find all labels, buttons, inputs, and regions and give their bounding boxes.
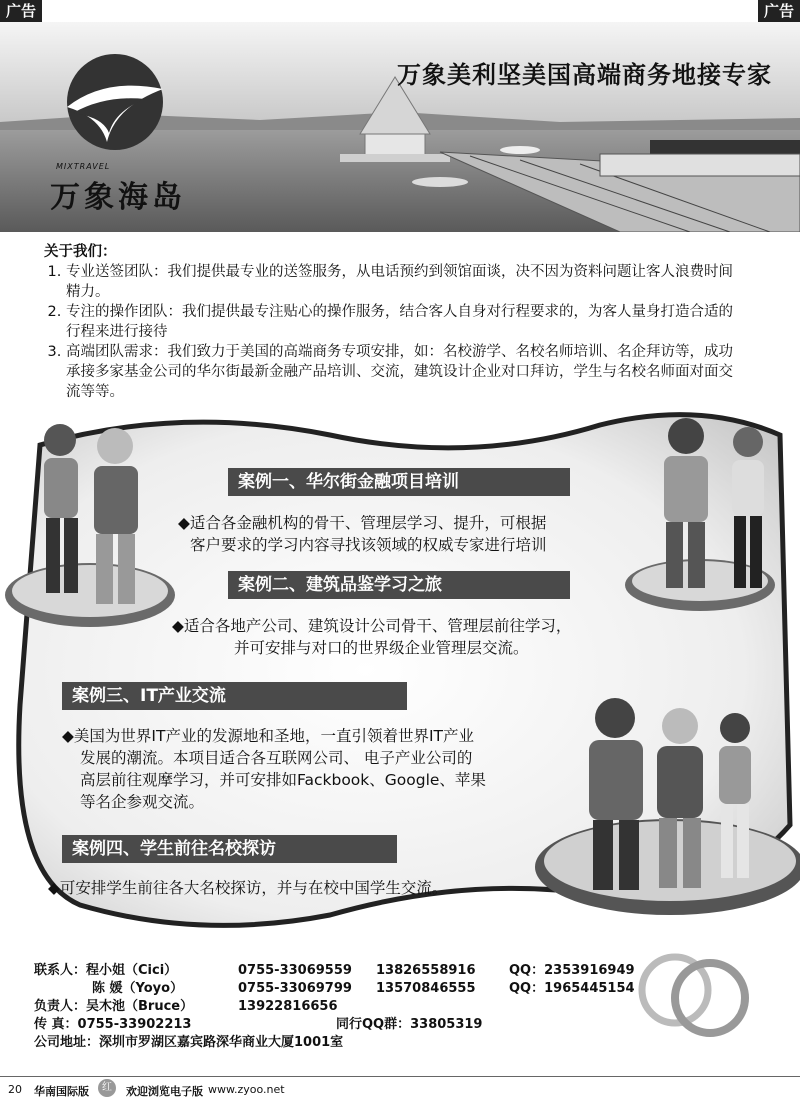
case-2-line: ◆适合各地产公司、建筑设计公司骨干、管理层前往学习， <box>172 617 572 635</box>
case-2-title: 案例二、建筑品鉴学习之旅 <box>228 571 570 599</box>
case-3-line: ◆美国为世界IT产业的发源地和圣地，一直引领着世界IT产业 <box>62 727 475 745</box>
mobile-number: 13826558916 <box>376 963 476 978</box>
case-3-title: 案例三、IT产业交流 <box>62 682 407 710</box>
about-title: 关于我们： <box>44 244 117 260</box>
fax-number: 传 真：0755-33902213 <box>34 1017 192 1032</box>
qq-number: QQ：2353916949 <box>509 963 635 978</box>
brand-english: MIXTRAVEL <box>56 162 111 171</box>
case-1-text <box>178 512 648 556</box>
headline: 万象美利坚美国高端商务地接专家 <box>397 61 772 89</box>
manager-label: 负责人：吴木池（Bruce） <box>34 999 194 1014</box>
mixtravel-logo <box>45 47 185 157</box>
mobile-number: 13922816656 <box>238 999 338 1014</box>
ad-tag-right: 广告 <box>758 0 800 22</box>
website-link[interactable]: www.zyoo.net <box>208 1083 285 1096</box>
case-3-line: 发展的潮流。本项目适合各互联网公司、 电子产业公司的 <box>80 749 473 767</box>
banner <box>0 22 800 232</box>
people-illustration-right <box>648 412 788 597</box>
page-number: 20 <box>8 1083 22 1096</box>
brand-chinese: 万象海岛 <box>50 180 186 215</box>
qq-number: QQ：1965445154 <box>509 981 635 996</box>
contact-label: 联系人：程小姐（Cici） <box>34 963 178 978</box>
about-item: 1. 专业送签团队：我们提供最专业的送签服务，从电话预约到领馆面谈，决不因为资料问题让客人浪费时间精力。 <box>66 262 744 302</box>
badge-icon: 红 <box>98 1079 116 1097</box>
edition-label: 华南国际版 <box>34 1085 89 1098</box>
decorative-rings <box>630 948 750 1038</box>
case-4-line: ◆可安排学生前往各大名校探访，并与在校中国学生交流。 <box>48 879 448 897</box>
case-4-title: 案例四、学生前往名校探访 <box>62 835 397 863</box>
page-footer <box>0 1076 800 1100</box>
case-3-text <box>62 725 582 813</box>
qq-group: 同行QQ群：33805319 <box>336 1017 483 1032</box>
case-1-line: ◆适合各金融机构的骨干、管理层学习、提升，可根据 <box>178 514 547 532</box>
company-address: 公司地址：深圳市罗湖区嘉宾路深华商业大厦1001室 <box>34 1035 344 1050</box>
people-illustration-group <box>575 692 775 902</box>
phone-number: 0755-33069799 <box>238 981 352 996</box>
footer-divider <box>0 1076 800 1077</box>
case-2-text <box>172 615 672 659</box>
case-3-line: 高层前往观摩学习，并可安排如Fackbook、Google、苹果 <box>80 771 486 789</box>
about-item: 2. 专注的操作团队：我们提供最专注贴心的操作服务，结合客人自身对行程要求的，为客人量身打造合适的行程来进行接待 <box>66 302 744 342</box>
welcome-text: 欢迎浏览电子版 <box>126 1085 203 1098</box>
case-3-line: 等名企参观交流。 <box>80 793 205 811</box>
case-1-line: 客户要求的学习内容寻找该领域的权威专家进行培训 <box>190 536 547 554</box>
about-item: 3. 高端团队需求：我们致力于美国的高端商务专项安排，如：名校游学、名校名师培训、名企拜访等，成功承接多家基金公司的华尔街最新金融产品培训、交流，建筑设计企业对口拜访，学生与名校名师面对面交流等等。 <box>66 342 744 402</box>
people-illustration-left <box>20 418 160 608</box>
about-section <box>44 242 744 402</box>
mobile-number: 13570846555 <box>376 981 476 996</box>
case-2-line: 并可安排与对口的世界级企业管理层交流。 <box>234 639 529 657</box>
ad-tag-left: 广告 <box>0 0 42 22</box>
phone-number: 0755-33069559 <box>238 963 352 978</box>
case-4-text <box>48 877 568 899</box>
case-1-title: 案例一、华尔街金融项目培训 <box>228 468 570 496</box>
contact-name: 陈 媛（Yoyo） <box>92 981 184 996</box>
